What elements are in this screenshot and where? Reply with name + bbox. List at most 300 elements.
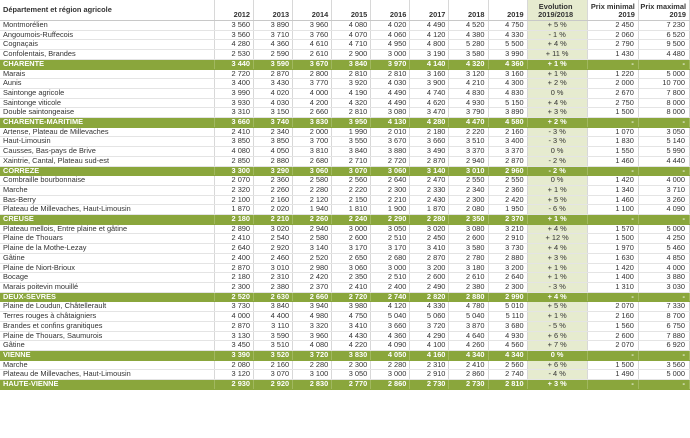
prix-maximal-cell: 6 520 bbox=[638, 30, 689, 40]
table-row bbox=[0, 331, 690, 341]
table-row bbox=[0, 98, 690, 108]
year-value-cell: 3 790 bbox=[449, 108, 488, 118]
year-value-cell: 4 430 bbox=[332, 331, 371, 341]
prix-maximal-cell: 3 030 bbox=[638, 282, 689, 292]
table-row bbox=[0, 195, 690, 205]
year-value-cell: 4 080 bbox=[332, 21, 371, 31]
year-value-cell: 3 730 bbox=[214, 302, 253, 312]
department-total-row bbox=[0, 292, 690, 302]
evolution-cell: + 3 % bbox=[527, 108, 587, 118]
year-value-cell: 2 660 bbox=[293, 292, 332, 302]
year-value-cell: 1 870 bbox=[410, 205, 449, 215]
year-value-cell: 1 950 bbox=[488, 205, 527, 215]
table-row bbox=[0, 370, 690, 380]
table-row bbox=[0, 302, 690, 312]
year-value-cell: 4 640 bbox=[449, 331, 488, 341]
prix-minimal-cell: 2 060 bbox=[587, 30, 638, 40]
table-row bbox=[0, 147, 690, 157]
year-value-cell: 2 410 bbox=[214, 127, 253, 137]
year-value-cell: 3 400 bbox=[214, 79, 253, 89]
year-value-cell: 3 940 bbox=[293, 302, 332, 312]
region-name-cell: Marais poitevin mouillé bbox=[0, 282, 214, 292]
table-row bbox=[0, 312, 690, 322]
year-value-cell: 2 870 bbox=[214, 263, 253, 273]
table-row bbox=[0, 224, 690, 234]
prix-maximal-cell: 9 500 bbox=[638, 40, 689, 50]
year-value-cell: 2 330 bbox=[410, 185, 449, 195]
year-value-cell: 3 450 bbox=[214, 341, 253, 351]
year-value-cell: 2 810 bbox=[332, 69, 371, 79]
evolution-cell: + 4 % bbox=[527, 40, 587, 50]
year-value-cell: 2 210 bbox=[371, 195, 410, 205]
table-row bbox=[0, 88, 690, 98]
year-value-cell: 2 880 bbox=[254, 156, 293, 166]
year-value-cell: 3 010 bbox=[449, 166, 488, 176]
year-value-cell: 2 600 bbox=[332, 234, 371, 244]
year-value-cell: 2 780 bbox=[449, 253, 488, 263]
evolution-cell: + 1 % bbox=[527, 59, 587, 69]
year-value-cell: 2 160 bbox=[254, 195, 293, 205]
year-value-cell: 2 370 bbox=[488, 215, 527, 225]
year-value-cell: 2 810 bbox=[488, 380, 527, 390]
year-value-cell: 4 290 bbox=[410, 331, 449, 341]
year-value-cell: 4 060 bbox=[371, 30, 410, 40]
header-prix-minimal bbox=[587, 0, 638, 21]
year-value-cell: 2 520 bbox=[214, 292, 253, 302]
year-value-cell: 3 070 bbox=[332, 166, 371, 176]
year-value-cell: 4 280 bbox=[410, 118, 449, 128]
year-value-cell: 2 380 bbox=[254, 282, 293, 292]
year-value-cell: 3 130 bbox=[214, 331, 253, 341]
year-value-cell: 2 210 bbox=[254, 215, 293, 225]
header-year: 2012 bbox=[214, 0, 253, 21]
prix-maximal-cell: 3 710 bbox=[638, 185, 689, 195]
year-value-cell: 3 930 bbox=[214, 98, 253, 108]
year-value-cell: 4 190 bbox=[332, 88, 371, 98]
year-value-cell: 2 600 bbox=[449, 234, 488, 244]
year-value-cell: 2 710 bbox=[332, 156, 371, 166]
department-total-row bbox=[0, 215, 690, 225]
prix-maximal-cell: 5 000 bbox=[638, 370, 689, 380]
prix-minimal-cell: - bbox=[587, 215, 638, 225]
header-prix-minimal-line1: Prix minimal bbox=[590, 2, 635, 11]
table-row bbox=[0, 127, 690, 137]
prix-maximal-cell: 4 000 bbox=[638, 263, 689, 273]
year-value-cell: 3 000 bbox=[371, 263, 410, 273]
year-value-cell: 2 940 bbox=[293, 224, 332, 234]
year-value-cell: 4 210 bbox=[449, 79, 488, 89]
region-name-cell: Plaine de Thouars, Saumurois bbox=[0, 331, 214, 341]
prix-minimal-cell: 1 340 bbox=[587, 185, 638, 195]
year-value-cell: 2 980 bbox=[293, 263, 332, 273]
region-name-cell: CORREZE bbox=[0, 166, 214, 176]
prix-maximal-cell: 3 560 bbox=[638, 360, 689, 370]
year-value-cell: 2 650 bbox=[332, 253, 371, 263]
year-value-cell: 2 910 bbox=[488, 234, 527, 244]
prix-minimal-cell: 1 310 bbox=[587, 282, 638, 292]
prix-maximal-cell: - bbox=[638, 166, 689, 176]
year-value-cell: 2 880 bbox=[488, 253, 527, 263]
year-value-cell: 2 420 bbox=[293, 273, 332, 283]
year-value-cell: 3 770 bbox=[293, 79, 332, 89]
year-value-cell: 2 180 bbox=[214, 215, 253, 225]
year-value-cell: 2 720 bbox=[332, 292, 371, 302]
year-value-cell: 2 340 bbox=[449, 185, 488, 195]
year-value-cell: 3 320 bbox=[293, 321, 332, 331]
prix-minimal-cell: 2 070 bbox=[587, 302, 638, 312]
year-value-cell: 3 200 bbox=[410, 263, 449, 273]
evolution-cell: + 5 % bbox=[527, 195, 587, 205]
header-year: 2018 bbox=[449, 0, 488, 21]
year-value-cell: 2 610 bbox=[293, 50, 332, 60]
year-value-cell: 2 300 bbox=[214, 282, 253, 292]
year-value-cell: 5 500 bbox=[488, 40, 527, 50]
region-name-cell: Plaine de Loudun, Châtellerault bbox=[0, 302, 214, 312]
evolution-cell: - 4 % bbox=[527, 370, 587, 380]
year-value-cell: 1 870 bbox=[214, 205, 253, 215]
year-value-cell: 2 080 bbox=[214, 360, 253, 370]
year-value-cell: 2 000 bbox=[293, 127, 332, 137]
evolution-cell: - 2 % bbox=[527, 166, 587, 176]
prix-minimal-cell: 1 500 bbox=[587, 360, 638, 370]
year-value-cell: 3 010 bbox=[254, 263, 293, 273]
prix-maximal-cell: 4 090 bbox=[638, 205, 689, 215]
year-value-cell: 3 070 bbox=[254, 370, 293, 380]
prix-maximal-cell: - bbox=[638, 118, 689, 128]
year-value-cell: 2 400 bbox=[371, 282, 410, 292]
region-name-cell: CHARENTE-MARITIME bbox=[0, 118, 214, 128]
prix-minimal-cell: 1 220 bbox=[587, 69, 638, 79]
year-value-cell: 4 740 bbox=[410, 88, 449, 98]
year-value-cell: 3 080 bbox=[449, 224, 488, 234]
year-value-cell: 3 990 bbox=[488, 50, 527, 60]
header-prix-maximal-line2: 2019 bbox=[669, 10, 686, 19]
evolution-cell: + 4 % bbox=[527, 292, 587, 302]
year-value-cell: 3 050 bbox=[332, 370, 371, 380]
region-name-cell: Plaine de Niort-Brioux bbox=[0, 263, 214, 273]
year-value-cell: 3 120 bbox=[214, 370, 253, 380]
prix-minimal-cell: - bbox=[587, 380, 638, 390]
region-name-cell: Angoumois-Ruffecois bbox=[0, 30, 214, 40]
year-value-cell: 3 060 bbox=[371, 166, 410, 176]
year-value-cell: 3 100 bbox=[293, 370, 332, 380]
prix-maximal-cell: 3 260 bbox=[638, 195, 689, 205]
year-value-cell: 4 030 bbox=[254, 98, 293, 108]
year-value-cell: 2 580 bbox=[293, 176, 332, 186]
prix-maximal-cell: 5 460 bbox=[638, 244, 689, 254]
year-value-cell: 4 070 bbox=[332, 30, 371, 40]
year-value-cell: 3 680 bbox=[488, 321, 527, 331]
evolution-cell: - 3 % bbox=[527, 127, 587, 137]
year-value-cell: 2 310 bbox=[254, 273, 293, 283]
prix-maximal-cell: 4 440 bbox=[638, 156, 689, 166]
year-value-cell: 4 360 bbox=[488, 59, 527, 69]
year-value-cell: 4 380 bbox=[449, 30, 488, 40]
prix-maximal-cell: 4 850 bbox=[638, 253, 689, 263]
year-value-cell: 4 080 bbox=[293, 341, 332, 351]
prix-maximal-cell: 4 480 bbox=[638, 50, 689, 60]
year-value-cell: 2 640 bbox=[371, 176, 410, 186]
year-value-cell: 3 430 bbox=[254, 79, 293, 89]
year-value-cell: 2 580 bbox=[293, 234, 332, 244]
region-name-cell: Plateau de Millevaches, Haut-Limousin bbox=[0, 370, 214, 380]
year-value-cell: 2 550 bbox=[488, 176, 527, 186]
year-value-cell: 3 840 bbox=[332, 147, 371, 157]
region-name-cell: Plaine de Thouars bbox=[0, 234, 214, 244]
year-value-cell: 2 510 bbox=[371, 273, 410, 283]
table-row bbox=[0, 156, 690, 166]
department-total-row bbox=[0, 380, 690, 390]
evolution-cell: - 3 % bbox=[527, 282, 587, 292]
year-value-cell: 2 320 bbox=[214, 185, 253, 195]
prix-maximal-cell: 4 250 bbox=[638, 234, 689, 244]
year-value-cell: 2 660 bbox=[293, 108, 332, 118]
prix-maximal-cell: 7 880 bbox=[638, 331, 689, 341]
year-value-cell: 4 300 bbox=[488, 79, 527, 89]
year-value-cell: 3 170 bbox=[332, 244, 371, 254]
prix-minimal-cell: 1 970 bbox=[587, 244, 638, 254]
table-body bbox=[0, 21, 690, 390]
region-name-cell: CHARENTE bbox=[0, 59, 214, 69]
year-value-cell: 2 520 bbox=[293, 253, 332, 263]
evolution-cell: - 2 % bbox=[527, 156, 587, 166]
evolution-cell: + 4 % bbox=[527, 98, 587, 108]
year-value-cell: 2 540 bbox=[254, 234, 293, 244]
year-value-cell: 4 320 bbox=[332, 98, 371, 108]
year-value-cell: 2 260 bbox=[254, 185, 293, 195]
year-value-cell: 3 950 bbox=[332, 118, 371, 128]
year-value-cell: 3 110 bbox=[254, 321, 293, 331]
table-row bbox=[0, 205, 690, 215]
year-value-cell: 1 810 bbox=[332, 205, 371, 215]
year-value-cell: 4 930 bbox=[449, 98, 488, 108]
prix-maximal-cell: 6 750 bbox=[638, 321, 689, 331]
year-value-cell: 3 870 bbox=[449, 321, 488, 331]
prix-minimal-cell: 2 790 bbox=[587, 40, 638, 50]
region-name-cell: Plateau mellois, Entre plaine et gâtine bbox=[0, 224, 214, 234]
year-value-cell: 3 000 bbox=[371, 50, 410, 60]
header-year: 2015 bbox=[332, 0, 371, 21]
year-value-cell: 2 910 bbox=[410, 370, 449, 380]
year-value-cell: 5 280 bbox=[449, 40, 488, 50]
year-value-cell: 3 740 bbox=[254, 118, 293, 128]
year-value-cell: 4 800 bbox=[410, 40, 449, 50]
year-value-cell: 1 900 bbox=[371, 205, 410, 215]
year-value-cell: 3 510 bbox=[449, 137, 488, 147]
year-value-cell: 2 360 bbox=[488, 185, 527, 195]
prix-minimal-cell: 2 070 bbox=[587, 341, 638, 351]
year-value-cell: 3 830 bbox=[332, 350, 371, 360]
prix-maximal-cell: 3 880 bbox=[638, 273, 689, 283]
prix-maximal-cell: - bbox=[638, 59, 689, 69]
year-value-cell: 2 400 bbox=[214, 253, 253, 263]
evolution-cell: + 1 % bbox=[527, 263, 587, 273]
table-row bbox=[0, 79, 690, 89]
year-value-cell: 4 160 bbox=[410, 350, 449, 360]
year-value-cell: 4 780 bbox=[449, 302, 488, 312]
evolution-cell: + 12 % bbox=[527, 234, 587, 244]
department-total-row bbox=[0, 166, 690, 176]
year-value-cell: 2 560 bbox=[332, 176, 371, 186]
year-value-cell: 4 050 bbox=[371, 350, 410, 360]
year-value-cell: 4 000 bbox=[214, 312, 253, 322]
year-value-cell: 2 640 bbox=[488, 273, 527, 283]
year-value-cell: 3 520 bbox=[254, 350, 293, 360]
year-value-cell: 2 640 bbox=[214, 244, 253, 254]
prix-maximal-cell: - bbox=[638, 380, 689, 390]
year-value-cell: 2 880 bbox=[449, 292, 488, 302]
year-value-cell: 2 220 bbox=[332, 185, 371, 195]
year-value-cell: 3 550 bbox=[332, 137, 371, 147]
prix-minimal-cell: 2 670 bbox=[587, 88, 638, 98]
header-year: 2016 bbox=[371, 0, 410, 21]
year-value-cell: 2 740 bbox=[371, 292, 410, 302]
year-value-cell: 5 040 bbox=[449, 312, 488, 322]
year-value-cell: 3 850 bbox=[254, 137, 293, 147]
header-year: 2019 bbox=[488, 0, 527, 21]
year-value-cell: 5 110 bbox=[488, 312, 527, 322]
year-value-cell: 4 050 bbox=[254, 147, 293, 157]
year-value-cell: 3 210 bbox=[488, 224, 527, 234]
year-value-cell: 3 760 bbox=[293, 30, 332, 40]
year-value-cell: 3 370 bbox=[488, 147, 527, 157]
year-value-cell: 5 010 bbox=[488, 302, 527, 312]
year-value-cell: 3 810 bbox=[293, 147, 332, 157]
evolution-cell: 0 % bbox=[527, 88, 587, 98]
prix-minimal-cell: 1 430 bbox=[587, 50, 638, 60]
year-value-cell: 2 010 bbox=[371, 127, 410, 137]
region-name-cell: Xaintrie, Cantal, Plateau sud-est bbox=[0, 156, 214, 166]
evolution-cell: + 5 % bbox=[527, 302, 587, 312]
year-value-cell: 2 810 bbox=[332, 108, 371, 118]
year-value-cell: 3 700 bbox=[293, 137, 332, 147]
evolution-cell: - 5 % bbox=[527, 321, 587, 331]
year-value-cell: 2 410 bbox=[449, 360, 488, 370]
year-value-cell: 3 890 bbox=[488, 108, 527, 118]
year-value-cell: 2 360 bbox=[254, 176, 293, 186]
table-row bbox=[0, 40, 690, 50]
year-value-cell: 3 300 bbox=[214, 166, 253, 176]
year-value-cell: 3 370 bbox=[449, 147, 488, 157]
year-value-cell: 2 730 bbox=[449, 380, 488, 390]
year-value-cell: 3 840 bbox=[254, 302, 293, 312]
year-value-cell: 2 160 bbox=[254, 360, 293, 370]
header-prix-maximal bbox=[638, 0, 689, 21]
prix-minimal-cell: 1 570 bbox=[587, 224, 638, 234]
prix-maximal-cell: 8 000 bbox=[638, 98, 689, 108]
prix-maximal-cell: 4 000 bbox=[638, 176, 689, 186]
region-name-cell: Brandes et confins granitiques bbox=[0, 321, 214, 331]
prix-minimal-cell: 1 500 bbox=[587, 108, 638, 118]
year-value-cell: 2 180 bbox=[214, 273, 253, 283]
year-value-cell: 3 390 bbox=[214, 350, 253, 360]
table-row bbox=[0, 244, 690, 254]
prix-minimal-cell: 2 600 bbox=[587, 331, 638, 341]
region-name-cell: Causses, Bas-pays de Brive bbox=[0, 147, 214, 157]
year-value-cell: 2 160 bbox=[488, 127, 527, 137]
evolution-cell: + 1 % bbox=[527, 215, 587, 225]
year-value-cell: 3 060 bbox=[293, 166, 332, 176]
year-value-cell: 2 300 bbox=[332, 360, 371, 370]
year-value-cell: 3 180 bbox=[449, 263, 488, 273]
year-value-cell: 3 830 bbox=[293, 118, 332, 128]
region-name-cell: Gâtine bbox=[0, 341, 214, 351]
year-value-cell: 4 710 bbox=[332, 40, 371, 50]
year-value-cell: 3 900 bbox=[410, 79, 449, 89]
year-value-cell: 3 310 bbox=[214, 108, 253, 118]
year-value-cell: 2 280 bbox=[293, 360, 332, 370]
year-value-cell: 2 460 bbox=[254, 253, 293, 263]
year-value-cell: 3 170 bbox=[371, 244, 410, 254]
year-value-cell: 4 360 bbox=[371, 331, 410, 341]
region-name-cell: Plateau de Millevaches, Haut-Limousin bbox=[0, 205, 214, 215]
year-value-cell: 4 610 bbox=[293, 40, 332, 50]
year-value-cell: 2 890 bbox=[214, 224, 253, 234]
year-value-cell: 2 300 bbox=[449, 195, 488, 205]
year-value-cell: 2 900 bbox=[332, 50, 371, 60]
year-value-cell: 2 120 bbox=[293, 195, 332, 205]
region-name-cell: Artense, Plateau de Millevaches bbox=[0, 127, 214, 137]
year-value-cell: 4 490 bbox=[410, 21, 449, 31]
year-value-cell: 2 770 bbox=[332, 380, 371, 390]
table-row bbox=[0, 341, 690, 351]
year-value-cell: 2 590 bbox=[254, 50, 293, 60]
table-row bbox=[0, 321, 690, 331]
prix-maximal-cell: - bbox=[638, 215, 689, 225]
evolution-cell: + 6 % bbox=[527, 331, 587, 341]
year-value-cell: 3 410 bbox=[410, 244, 449, 254]
year-value-cell: 2 870 bbox=[214, 321, 253, 331]
year-value-cell: 4 580 bbox=[488, 118, 527, 128]
year-value-cell: 3 510 bbox=[254, 341, 293, 351]
table-row bbox=[0, 263, 690, 273]
year-value-cell: 3 410 bbox=[332, 321, 371, 331]
header-year: 2017 bbox=[410, 0, 449, 21]
prix-minimal-cell: - bbox=[587, 118, 638, 128]
year-value-cell: 2 380 bbox=[449, 282, 488, 292]
region-name-cell: Double saintongeaise bbox=[0, 108, 214, 118]
header-year: 2013 bbox=[254, 0, 293, 21]
evolution-cell: + 4 % bbox=[527, 244, 587, 254]
year-value-cell: 2 990 bbox=[488, 292, 527, 302]
header-evolution bbox=[527, 0, 587, 21]
year-value-cell: 2 490 bbox=[410, 282, 449, 292]
year-value-cell: 2 340 bbox=[254, 127, 293, 137]
region-name-cell: Marche bbox=[0, 360, 214, 370]
year-value-cell: 2 020 bbox=[254, 205, 293, 215]
region-name-cell: Cognaçais bbox=[0, 40, 214, 50]
region-name-cell: Montmorélien bbox=[0, 21, 214, 31]
year-value-cell: 3 000 bbox=[371, 370, 410, 380]
year-value-cell: 2 510 bbox=[371, 234, 410, 244]
prix-maximal-cell: 7 800 bbox=[638, 88, 689, 98]
year-value-cell: 3 670 bbox=[293, 59, 332, 69]
evolution-cell: - 6 % bbox=[527, 205, 587, 215]
year-value-cell: 2 410 bbox=[332, 282, 371, 292]
table-row bbox=[0, 282, 690, 292]
year-value-cell: 2 810 bbox=[371, 69, 410, 79]
region-name-cell: Bocage bbox=[0, 273, 214, 283]
year-value-cell: 2 680 bbox=[293, 156, 332, 166]
year-value-cell: 2 450 bbox=[410, 234, 449, 244]
year-value-cell: 2 470 bbox=[410, 176, 449, 186]
prix-minimal-cell: 1 460 bbox=[587, 156, 638, 166]
evolution-cell: 0 % bbox=[527, 176, 587, 186]
prix-minimal-cell: 1 420 bbox=[587, 263, 638, 273]
year-value-cell: 2 730 bbox=[410, 380, 449, 390]
year-value-cell: 4 490 bbox=[371, 88, 410, 98]
department-total-row bbox=[0, 59, 690, 69]
